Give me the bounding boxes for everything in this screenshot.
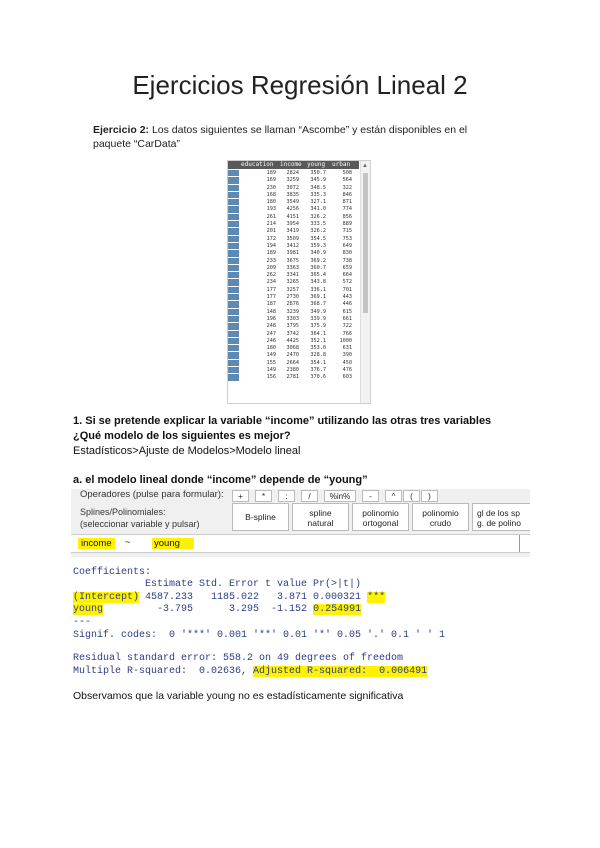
spline-df-button[interactable] <box>472 503 530 531</box>
r-young-pvalue: 0.254991 <box>313 604 362 615</box>
table-cell: 753 <box>342 235 352 242</box>
table-cell: 659 <box>342 264 352 271</box>
table-cell: 149 <box>266 367 276 374</box>
table-cell: 476 <box>342 367 352 374</box>
row-name-cell <box>228 287 239 293</box>
raw-polynomial-label-1: polinomio <box>422 508 459 518</box>
table-cell: 4425 <box>286 337 299 344</box>
r-residual-error: Residual standard error: 558.2 on 49 degrees of freedom <box>73 653 404 664</box>
table-row <box>228 352 359 359</box>
row-name-cell <box>228 367 239 373</box>
bspline-button[interactable] <box>232 503 289 531</box>
table-cell: 4151 <box>286 213 299 220</box>
question-1-line-2: ¿Qué modelo de los siguientes es mejor? <box>73 430 291 442</box>
table-cell: 327.1 <box>310 199 326 206</box>
table-cell: 369.1 <box>310 294 326 301</box>
row-name-cell <box>228 338 239 344</box>
table-cell: 209 <box>266 264 276 271</box>
operator-plus-button[interactable]: + <box>232 490 249 502</box>
table-cell: 341.0 <box>310 206 326 213</box>
table-cell: 368.7 <box>310 301 326 308</box>
table-cell: 661 <box>342 315 352 322</box>
table-cell: 233 <box>266 257 276 264</box>
question-1-line-1: 1. Si se pretende explicar la variable “income” utilizando las otras tres variables <box>73 415 492 427</box>
table-cell: 3259 <box>286 177 299 184</box>
table-cell: 365.4 <box>310 272 326 279</box>
table-row <box>228 258 359 265</box>
row-name-cell <box>228 236 239 242</box>
document-title: Ejercicios Regresión Lineal 2 <box>132 70 468 100</box>
table-cell: 889 <box>342 221 352 228</box>
operators-label: Operadores (pulse para formular): <box>80 489 224 500</box>
scrollbar-thumb[interactable] <box>363 173 368 313</box>
table-cell: 446 <box>342 301 352 308</box>
r-multiple-r-squared: Multiple R-squared: 0.02636, <box>73 666 248 677</box>
r-intercept-significance: *** <box>367 592 386 603</box>
table-cell: 326.2 <box>310 228 326 235</box>
table-row <box>228 345 359 352</box>
table-cell: 3981 <box>286 250 299 257</box>
table-cell: 180 <box>266 345 276 352</box>
natural-spline-label-1: spline <box>309 508 332 518</box>
table-cell: 155 <box>266 359 276 366</box>
table-cell: 3068 <box>286 345 299 352</box>
table-cell: 564 <box>342 177 352 184</box>
table-row <box>228 374 359 381</box>
table-cell: 172 <box>266 235 276 242</box>
menu-path: Estadísticos>Ajuste de Modelos>Modelo lineal <box>73 445 301 457</box>
row-name-cell <box>228 374 239 380</box>
table-cell: 349.9 <box>310 308 326 315</box>
table-cell: 3303 <box>286 315 299 322</box>
option-a-heading: a. el modelo lineal donde “income” depende de “young” <box>73 474 368 486</box>
row-name-cell <box>228 199 239 205</box>
table-cell: 2824 <box>286 170 299 176</box>
formula-lhs-input[interactable]: income <box>78 538 115 549</box>
table-cell: 261 <box>266 213 276 220</box>
table-cell: 350.7 <box>310 170 326 176</box>
table-row <box>228 228 359 235</box>
formula-row <box>71 534 530 553</box>
table-cell: 214 <box>266 221 276 228</box>
table-cell: 2730 <box>286 294 299 301</box>
table-cell: 2664 <box>286 359 299 366</box>
splines-label <box>80 506 200 530</box>
table-cell: 3341 <box>286 272 299 279</box>
conclusion-text: Observamos que la variable young no es estadísticamente significativa <box>73 690 404 702</box>
table-cell: 376.7 <box>310 367 326 374</box>
table-cell: 615 <box>342 308 352 315</box>
exercise-text-2: paquete “CarData” <box>93 138 180 150</box>
row-name-cell <box>228 301 239 307</box>
formula-builder-screenshot <box>71 489 530 557</box>
row-name-cell <box>228 309 239 315</box>
table-cell: 649 <box>342 242 352 249</box>
table-cell: 3419 <box>286 228 299 235</box>
table-cell: 2380 <box>286 367 299 374</box>
r-column-header: Estimate Std. Error t value Pr(>|t|) <box>73 579 362 590</box>
r-adjusted-r-squared: Adjusted R-squared: 0.006491 <box>253 666 428 677</box>
row-name-cell <box>228 221 239 227</box>
table-cell: 3265 <box>286 279 299 286</box>
spline-df-label-1: gl de los sp <box>477 508 520 518</box>
row-name-cell <box>228 228 239 234</box>
r-coefficients-header: Coefficients: <box>73 567 152 578</box>
table-cell: 339.9 <box>310 315 326 322</box>
row-name-cell <box>228 214 239 220</box>
table-cell: 189 <box>266 170 276 176</box>
table-cell: 2470 <box>286 352 299 359</box>
row-name-cell <box>228 352 239 358</box>
r-intercept-row <box>73 592 385 604</box>
table-row <box>228 192 359 199</box>
operator-open-paren-button[interactable]: ( <box>403 490 420 502</box>
table-cell: 701 <box>342 286 352 293</box>
r-intercept-label: (Intercept) <box>73 592 140 603</box>
table-cell: 3954 <box>286 221 299 228</box>
row-name-cell <box>228 177 239 183</box>
table-cell: 148 <box>266 308 276 315</box>
data-table-scrollbar[interactable] <box>360 161 370 403</box>
spline-df-label-2: g. de polino <box>477 518 521 528</box>
table-cell: 364.1 <box>310 330 326 337</box>
table-cell: 3549 <box>286 199 299 206</box>
header-income: income <box>280 161 302 168</box>
r-young-label: young <box>73 604 104 615</box>
table-row <box>228 309 359 316</box>
table-cell: 738 <box>342 257 352 264</box>
table-cell: 326.2 <box>310 213 326 220</box>
table-cell: 345.9 <box>310 177 326 184</box>
orthogonal-polynomial-label-2: ortogonal <box>362 518 399 528</box>
table-row <box>228 177 359 184</box>
table-cell: 343.8 <box>310 279 326 286</box>
row-name-cell <box>228 250 239 256</box>
header-young: young <box>307 161 326 168</box>
table-cell: 1000 <box>339 337 352 344</box>
table-cell: 603 <box>342 374 352 381</box>
table-row <box>228 170 359 177</box>
data-table-header <box>228 161 359 169</box>
scroll-up-icon[interactable]: ▲ <box>362 163 368 169</box>
row-name-cell <box>228 170 239 176</box>
table-cell: 360.7 <box>310 264 326 271</box>
r-young-values: -3.795 3.295 -1.152 <box>103 604 314 615</box>
natural-spline-label-2: natural <box>307 518 334 528</box>
table-cell: 180 <box>266 199 276 206</box>
table-cell: 169 <box>266 177 276 184</box>
table-cell: 3675 <box>286 257 299 264</box>
raw-polynomial-button[interactable] <box>412 503 469 531</box>
splines-label-line-1: Splines/Polinomiales: <box>80 507 166 517</box>
table-row <box>228 287 359 294</box>
table-cell: 846 <box>342 191 352 198</box>
row-name-cell <box>228 331 239 337</box>
table-cell: 856 <box>342 213 352 220</box>
table-cell: 390 <box>342 352 352 359</box>
natural-spline-button[interactable] <box>292 503 349 531</box>
formula-row-divider <box>519 535 520 552</box>
table-cell: 149 <box>266 352 276 359</box>
orthogonal-polynomial-label-1: polinomio <box>362 508 399 518</box>
table-cell: 774 <box>342 206 352 213</box>
operator-close-paren-button[interactable]: ) <box>421 490 438 502</box>
row-name-cell <box>228 185 239 191</box>
operator-colon-button[interactable]: : <box>278 490 295 502</box>
table-cell: 508 <box>342 170 352 176</box>
table-row <box>228 338 359 345</box>
raw-polynomial-label-2: crudo <box>429 518 452 528</box>
row-name-cell <box>228 265 239 271</box>
table-cell: 230 <box>266 184 276 191</box>
table-cell: 335.3 <box>310 191 326 198</box>
data-table-rows <box>228 170 359 382</box>
bspline-button-label: B-spline <box>245 512 276 522</box>
table-cell: 336.1 <box>310 286 326 293</box>
table-cell: 715 <box>342 228 352 235</box>
table-row <box>228 236 359 243</box>
row-name-cell <box>228 360 239 366</box>
table-cell: 3742 <box>286 330 299 337</box>
row-name-cell <box>228 206 239 212</box>
operator-times-button[interactable]: * <box>255 490 272 502</box>
table-cell: 871 <box>342 199 352 206</box>
table-cell: 766 <box>342 330 352 337</box>
table-row <box>228 199 359 206</box>
row-name-cell <box>228 316 239 322</box>
table-row <box>228 367 359 374</box>
table-cell: 2876 <box>286 301 299 308</box>
table-cell: 262 <box>266 272 276 279</box>
table-cell: 443 <box>342 294 352 301</box>
table-row <box>228 185 359 192</box>
row-name-cell <box>228 294 239 300</box>
table-cell: 3072 <box>286 184 299 191</box>
table-cell: 177 <box>266 294 276 301</box>
table-cell: 3257 <box>286 286 299 293</box>
table-cell: 2781 <box>286 374 299 381</box>
table-cell: 352.1 <box>310 337 326 344</box>
table-cell: 354.1 <box>310 359 326 366</box>
header-urban: urban <box>332 161 351 168</box>
table-cell: 189 <box>266 250 276 257</box>
operator-minus-button[interactable]: - <box>362 490 379 502</box>
table-cell: 3412 <box>286 242 299 249</box>
table-cell: 322 <box>342 184 352 191</box>
exercise-statement <box>93 123 493 151</box>
table-row <box>228 301 359 308</box>
exercise-label: Ejercicio 2: <box>93 124 150 136</box>
r-signif-codes: Signif. codes: 0 '***' 0.001 '**' 0.01 '*' 0.05 '.' 0.1 ' ' 1 <box>73 630 446 641</box>
r-young-row <box>73 604 361 616</box>
table-cell: 3835 <box>286 191 299 198</box>
table-row <box>228 360 359 367</box>
table-cell: 168 <box>266 191 276 198</box>
r-r-squared-row <box>73 666 427 678</box>
operator-slash-button[interactable]: / <box>301 490 318 502</box>
table-cell: 3795 <box>286 323 299 330</box>
table-cell: 328.8 <box>310 352 326 359</box>
row-name-cell <box>228 272 239 278</box>
table-cell: 340.9 <box>310 250 326 257</box>
table-cell: 348.5 <box>310 184 326 191</box>
table-cell: 354.5 <box>310 235 326 242</box>
row-name-cell <box>228 279 239 285</box>
table-cell: 572 <box>342 279 352 286</box>
table-cell: 375.9 <box>310 323 326 330</box>
table-cell: 3509 <box>286 235 299 242</box>
table-cell: 333.5 <box>310 221 326 228</box>
operator-in-button[interactable]: %in% <box>324 490 356 502</box>
table-cell: 359.3 <box>310 242 326 249</box>
table-cell: 246 <box>266 337 276 344</box>
splines-label-line-2: (seleccionar variable y pulsar) <box>80 519 200 529</box>
table-cell: 187 <box>266 301 276 308</box>
table-cell: 3239 <box>286 308 299 315</box>
header-education: education <box>241 161 274 168</box>
data-table-screenshot <box>227 160 371 404</box>
row-name-cell <box>228 258 239 264</box>
table-row <box>228 243 359 250</box>
exercise-text-1: Los datos siguientes se llaman “Ascombe” y están disponibles en el <box>149 124 468 136</box>
row-name-cell <box>228 345 239 351</box>
table-cell: 370.6 <box>310 374 326 381</box>
table-cell: 369.2 <box>310 257 326 264</box>
table-row <box>228 214 359 221</box>
table-cell: 194 <box>266 242 276 249</box>
table-cell: 156 <box>266 374 276 381</box>
table-row <box>228 279 359 286</box>
r-intercept-values: 4587.233 1185.022 3.871 0.000321 <box>139 592 368 603</box>
table-row <box>228 206 359 213</box>
table-cell: 353.0 <box>310 345 326 352</box>
table-cell: 4256 <box>286 206 299 213</box>
table-row <box>228 272 359 279</box>
table-cell: 631 <box>342 345 352 352</box>
table-row <box>228 323 359 330</box>
table-cell: 177 <box>266 286 276 293</box>
table-row <box>228 250 359 257</box>
table-cell: 247 <box>266 330 276 337</box>
table-row <box>228 331 359 338</box>
row-name-cell <box>228 243 239 249</box>
table-cell: 234 <box>266 279 276 286</box>
table-cell: 664 <box>342 272 352 279</box>
table-cell: 450 <box>342 359 352 366</box>
table-row <box>228 294 359 301</box>
operator-power-button[interactable]: ^ <box>385 490 402 502</box>
table-cell: 248 <box>266 323 276 330</box>
table-cell: 3363 <box>286 264 299 271</box>
table-row <box>228 316 359 323</box>
table-row <box>228 221 359 228</box>
row-name-cell <box>228 192 239 198</box>
row-name-cell <box>228 323 239 329</box>
orthogonal-polynomial-button[interactable] <box>352 503 409 531</box>
formula-rhs-input[interactable]: young <box>152 538 194 549</box>
table-row <box>228 265 359 272</box>
table-cell: 196 <box>266 315 276 322</box>
table-cell: 193 <box>266 206 276 213</box>
formula-tilde: ~ <box>125 537 131 548</box>
table-cell: 830 <box>342 250 352 257</box>
table-cell: 722 <box>342 323 352 330</box>
table-cell: 201 <box>266 228 276 235</box>
r-separator: --- <box>73 617 92 628</box>
